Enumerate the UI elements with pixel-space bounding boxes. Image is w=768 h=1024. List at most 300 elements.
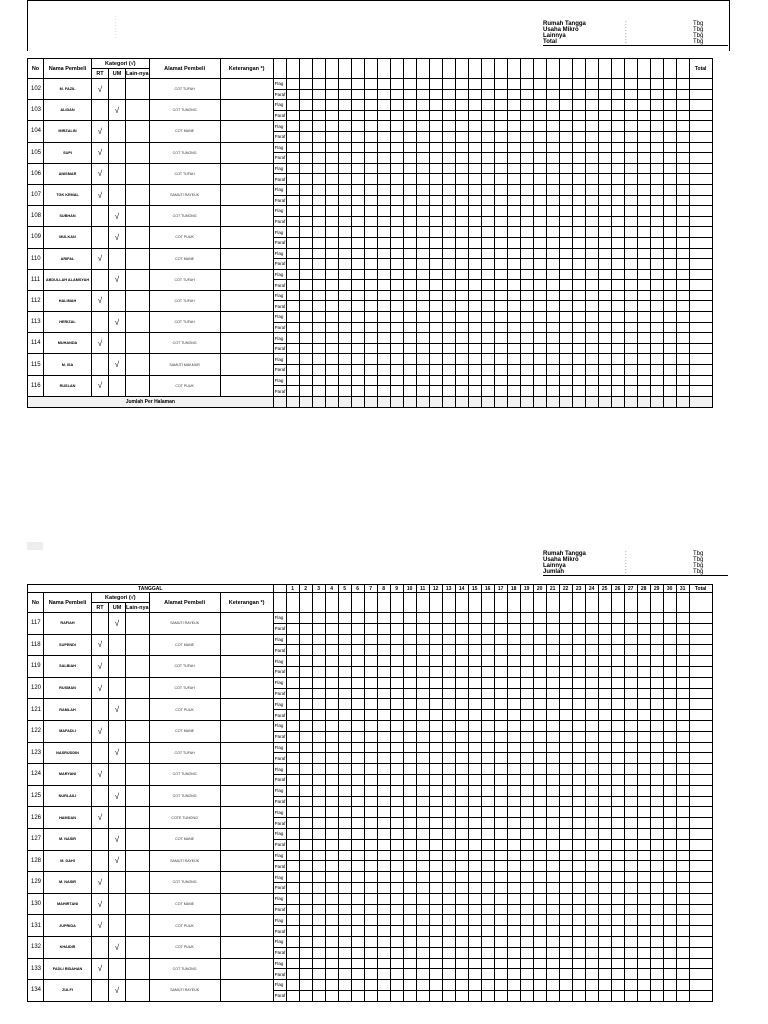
- paraf-day-cell: [546, 259, 559, 270]
- flag-day-cell: [442, 742, 455, 753]
- rt-check-cell: [92, 699, 109, 721]
- paraf-day-cell: [533, 131, 546, 142]
- flag-day-cell: [390, 375, 403, 386]
- flag-day-cell: [624, 785, 637, 796]
- lainnya-check-cell: [126, 100, 150, 121]
- flag-day-cell: [312, 915, 325, 926]
- flag-day-cell: [559, 248, 572, 259]
- flag-day-cell: [494, 100, 507, 111]
- paraf-day-cell: [455, 710, 468, 721]
- paraf-day-cell: [637, 969, 650, 980]
- paraf-day-cell: [689, 216, 712, 227]
- footer-day-cell: [572, 396, 585, 407]
- flag-day-cell: [663, 290, 676, 301]
- flag-label: Flag: [273, 764, 286, 775]
- paraf-day-cell: [585, 153, 598, 164]
- keterangan-cell: [220, 269, 273, 290]
- flag-day-cell: [611, 634, 624, 645]
- paraf-day-cell: [598, 969, 611, 980]
- flag-day-cell: [364, 121, 377, 132]
- paraf-day-cell: [325, 774, 338, 785]
- paraf-day-cell: [598, 623, 611, 634]
- flag-day-cell: [325, 720, 338, 731]
- flag-day-cell: [325, 634, 338, 645]
- flag-day-cell: [390, 100, 403, 111]
- paraf-day-cell: [442, 645, 455, 656]
- paraf-day-cell: [325, 969, 338, 980]
- paraf-day-cell: [416, 666, 429, 677]
- flag-day-cell: [650, 656, 663, 667]
- flag-day-cell: [624, 269, 637, 280]
- flag-day-cell: [494, 656, 507, 667]
- paraf-day-cell: [663, 731, 676, 742]
- flag-day-cell: [481, 893, 494, 904]
- flag-day-cell: [585, 720, 598, 731]
- flag-day-cell: [429, 742, 442, 753]
- paraf-day-cell: [312, 818, 325, 829]
- flag-day-cell: [312, 333, 325, 344]
- flag-day-cell: [468, 720, 481, 731]
- flag-day-cell: [455, 613, 468, 624]
- paraf-day-cell: [663, 343, 676, 354]
- flag-day-cell: [676, 742, 689, 753]
- paraf-day-cell: [325, 237, 338, 248]
- flag-day-cell: [429, 807, 442, 818]
- um-header: UM: [109, 603, 126, 613]
- paraf-day-cell: [624, 386, 637, 397]
- flag-day-cell: [377, 100, 390, 111]
- paraf-day-cell: [416, 990, 429, 1001]
- paraf-day-cell: [572, 110, 585, 121]
- flag-day-cell: [533, 893, 546, 904]
- paraf-day-cell: [390, 174, 403, 185]
- flag-day-cell: [507, 248, 520, 259]
- um-check-cell: [109, 163, 126, 184]
- paraf-day-cell: [442, 710, 455, 721]
- paraf-day-cell: [663, 89, 676, 100]
- flag-day-cell: [689, 742, 712, 753]
- flag-day-cell: [325, 333, 338, 344]
- paraf-day-cell: [494, 861, 507, 872]
- header-blank-cell: [416, 593, 429, 613]
- paraf-day-cell: [559, 343, 572, 354]
- flag-day-cell: [676, 79, 689, 90]
- paraf-day-cell: [546, 926, 559, 937]
- header-blank-cell: [572, 59, 585, 79]
- flag-day-cell: [299, 893, 312, 904]
- flag-day-cell: [611, 893, 624, 904]
- paraf-day-cell: [494, 645, 507, 656]
- paraf-day-cell: [650, 774, 663, 785]
- flag-day-cell: [663, 184, 676, 195]
- flag-day-cell: [663, 807, 676, 818]
- flag-label: Flag: [273, 163, 286, 174]
- flag-day-cell: [403, 354, 416, 365]
- flag-day-cell: [351, 893, 364, 904]
- flag-day-cell: [325, 100, 338, 111]
- paraf-day-cell: [468, 990, 481, 1001]
- lainnya-check-cell: [126, 850, 150, 872]
- paraf-day-cell: [572, 216, 585, 227]
- paraf-day-cell: [520, 839, 533, 850]
- paraf-day-cell: [377, 259, 390, 270]
- paraf-day-cell: [676, 343, 689, 354]
- footer-day-cell: [533, 396, 546, 407]
- table-row: [28, 163, 713, 174]
- paraf-day-cell: [637, 365, 650, 376]
- paraf-day-cell: [494, 882, 507, 893]
- paraf-day-cell: [390, 237, 403, 248]
- flag-day-cell: [585, 699, 598, 710]
- paraf-day-cell: [351, 322, 364, 333]
- flag-day-cell: [650, 720, 663, 731]
- flag-day-cell: [481, 980, 494, 991]
- flag-day-cell: [377, 958, 390, 969]
- row-number: 134: [28, 980, 44, 1002]
- no-header: No: [28, 593, 44, 613]
- paraf-day-cell: [676, 174, 689, 185]
- rt-check-cell: √: [92, 677, 109, 699]
- paraf-day-cell: [429, 753, 442, 764]
- paraf-day-cell: [533, 839, 546, 850]
- header-blank-cell: [611, 593, 624, 613]
- flag-day-cell: [442, 248, 455, 259]
- paraf-day-cell: [689, 343, 712, 354]
- flag-day-cell: [494, 807, 507, 818]
- flag-day-cell: [377, 248, 390, 259]
- paraf-day-cell: [624, 710, 637, 721]
- flag-day-cell: [338, 958, 351, 969]
- flag-day-cell: [364, 980, 377, 991]
- paraf-day-cell: [338, 301, 351, 312]
- paraf-day-cell: [481, 882, 494, 893]
- paraf-day-cell: [611, 753, 624, 764]
- paraf-day-cell: [364, 301, 377, 312]
- paraf-day-cell: [546, 947, 559, 958]
- paraf-day-cell: [624, 969, 637, 980]
- flag-day-cell: [390, 121, 403, 132]
- flag-day-cell: [663, 656, 676, 667]
- paraf-day-cell: [585, 710, 598, 721]
- flag-day-cell: [442, 333, 455, 344]
- flag-day-cell: [403, 375, 416, 386]
- paraf-day-cell: [676, 237, 689, 248]
- paraf-day-cell: [416, 710, 429, 721]
- paraf-day-cell: [585, 990, 598, 1001]
- paraf-day-cell: [676, 818, 689, 829]
- flag-label: Flag: [273, 121, 286, 132]
- paraf-day-cell: [286, 774, 299, 785]
- flag-day-cell: [364, 699, 377, 710]
- flag-day-cell: [312, 142, 325, 153]
- paraf-day-cell: [338, 237, 351, 248]
- paraf-day-cell: [403, 710, 416, 721]
- paraf-day-cell: [468, 839, 481, 850]
- flag-day-cell: [637, 720, 650, 731]
- flag-day-cell: [533, 958, 546, 969]
- flag-day-cell: [650, 613, 663, 624]
- um-check-cell: √: [109, 354, 126, 375]
- flag-label: Flag: [273, 142, 286, 153]
- flag-day-cell: [611, 828, 624, 839]
- header-blank-cell: [559, 59, 572, 79]
- flag-day-cell: [572, 248, 585, 259]
- paraf-day-cell: [572, 322, 585, 333]
- flag-day-cell: [312, 850, 325, 861]
- flag-label: Flag: [273, 100, 286, 111]
- flag-day-cell: [585, 936, 598, 947]
- flag-day-cell: [377, 206, 390, 217]
- paraf-day-cell: [377, 926, 390, 937]
- flag-day-cell: [676, 764, 689, 775]
- flag-day-cell: [624, 206, 637, 217]
- paraf-day-cell: [403, 237, 416, 248]
- flag-day-cell: [650, 764, 663, 775]
- paraf-day-cell: [299, 796, 312, 807]
- paraf-day-cell: [520, 89, 533, 100]
- summary-jumlah: Jumlah : Tbg: [543, 569, 728, 576]
- flag-day-cell: [377, 312, 390, 323]
- paraf-day-cell: [585, 259, 598, 270]
- flag-day-cell: [585, 354, 598, 365]
- day-header: 17: [494, 585, 507, 593]
- flag-day-cell: [442, 850, 455, 861]
- day-header: 31: [676, 585, 689, 593]
- flag-day-cell: [611, 227, 624, 238]
- paraf-day-cell: [676, 110, 689, 121]
- paraf-day-cell: [650, 710, 663, 721]
- flag-day-cell: [468, 850, 481, 861]
- paraf-day-cell: [572, 89, 585, 100]
- paraf-day-cell: [351, 731, 364, 742]
- paraf-day-cell: [689, 280, 712, 291]
- flag-day-cell: [637, 163, 650, 174]
- flag-day-cell: [546, 958, 559, 969]
- flag-day-cell: [364, 227, 377, 238]
- flag-day-cell: [598, 677, 611, 688]
- paraf-day-cell: [585, 947, 598, 958]
- paraf-day-cell: [351, 110, 364, 121]
- paraf-day-cell: [286, 174, 299, 185]
- flag-day-cell: [429, 915, 442, 926]
- flag-day-cell: [546, 828, 559, 839]
- day-header: 29: [650, 585, 663, 593]
- paraf-day-cell: [351, 365, 364, 376]
- footer-day-cell: [689, 396, 712, 407]
- day-header: 13: [442, 585, 455, 593]
- flag-day-cell: [624, 312, 637, 323]
- day-header: 26: [611, 585, 624, 593]
- paraf-day-cell: [286, 753, 299, 764]
- paraf-day-cell: [611, 322, 624, 333]
- paraf-day-cell: [650, 365, 663, 376]
- flag-day-cell: [390, 184, 403, 195]
- paraf-day-cell: [637, 990, 650, 1001]
- paraf-day-cell: [585, 322, 598, 333]
- paraf-label: Paraf: [273, 947, 286, 958]
- paraf-day-cell: [676, 301, 689, 312]
- flag-day-cell: [546, 290, 559, 301]
- paraf-day-cell: [442, 343, 455, 354]
- paraf-day-cell: [416, 796, 429, 807]
- buyer-name: HERIZAL: [44, 312, 92, 333]
- paraf-day-cell: [520, 969, 533, 980]
- lainnya-check-cell: [126, 656, 150, 678]
- flag-day-cell: [351, 227, 364, 238]
- keterangan-cell: [220, 121, 273, 142]
- paraf-day-cell: [429, 89, 442, 100]
- paraf-day-cell: [468, 237, 481, 248]
- paraf-day-cell: [338, 195, 351, 206]
- flag-day-cell: [559, 807, 572, 818]
- flag-day-cell: [624, 915, 637, 926]
- paraf-day-cell: [507, 990, 520, 1001]
- paraf-day-cell: [481, 131, 494, 142]
- paraf-day-cell: [650, 280, 663, 291]
- footer-row: [28, 396, 713, 407]
- flag-day-cell: [507, 656, 520, 667]
- paraf-day-cell: [351, 153, 364, 164]
- flag-day-cell: [624, 100, 637, 111]
- rt-check-cell: √: [92, 121, 109, 142]
- flag-day-cell: [689, 958, 712, 969]
- paraf-day-cell: [377, 386, 390, 397]
- flag-day-cell: [572, 184, 585, 195]
- flag-day-cell: [325, 807, 338, 818]
- paraf-day-cell: [351, 710, 364, 721]
- page1-purchase-table: [27, 58, 713, 408]
- flag-day-cell: [585, 634, 598, 645]
- paraf-day-cell: [572, 753, 585, 764]
- paraf-day-cell: [663, 796, 676, 807]
- flag-day-cell: [429, 980, 442, 991]
- paraf-day-cell: [520, 990, 533, 1001]
- flag-day-cell: [611, 142, 624, 153]
- flag-day-cell: [364, 375, 377, 386]
- buyer-address: COT PUUK: [149, 699, 220, 721]
- flag-day-cell: [676, 333, 689, 344]
- paraf-day-cell: [312, 174, 325, 185]
- lainnya-check-cell: [126, 699, 150, 721]
- keterangan-cell: [220, 354, 273, 375]
- paraf-day-cell: [650, 904, 663, 915]
- flag-day-cell: [637, 333, 650, 344]
- flag-day-cell: [468, 915, 481, 926]
- flag-day-cell: [637, 893, 650, 904]
- flag-day-cell: [624, 227, 637, 238]
- flag-day-cell: [533, 613, 546, 624]
- paraf-day-cell: [455, 990, 468, 1001]
- flag-day-cell: [546, 936, 559, 947]
- rt-header: RT: [92, 69, 109, 79]
- flag-day-cell: [468, 785, 481, 796]
- paraf-day-cell: [312, 216, 325, 227]
- paraf-day-cell: [494, 280, 507, 291]
- paraf-day-cell: [338, 753, 351, 764]
- paraf-day-cell: [312, 774, 325, 785]
- flag-day-cell: [663, 333, 676, 344]
- flag-day-cell: [299, 720, 312, 731]
- flag-day-cell: [637, 936, 650, 947]
- paraf-day-cell: [611, 796, 624, 807]
- paraf-day-cell: [299, 343, 312, 354]
- row-number: 133: [28, 958, 44, 980]
- paraf-day-cell: [507, 839, 520, 850]
- flag-day-cell: [624, 828, 637, 839]
- paraf-day-cell: [676, 386, 689, 397]
- paraf-day-cell: [351, 796, 364, 807]
- flag-day-cell: [481, 958, 494, 969]
- flag-day-cell: [663, 958, 676, 969]
- paraf-day-cell: [468, 645, 481, 656]
- rt-check-cell: √: [92, 915, 109, 937]
- paraf-day-cell: [559, 688, 572, 699]
- total-header: Total: [689, 585, 712, 593]
- paraf-day-cell: [351, 343, 364, 354]
- flag-day-cell: [390, 958, 403, 969]
- paraf-day-cell: [481, 774, 494, 785]
- paraf-day-cell: [403, 969, 416, 980]
- paraf-day-cell: [325, 280, 338, 291]
- paraf-day-cell: [390, 926, 403, 937]
- flag-day-cell: [546, 163, 559, 174]
- flag-day-cell: [429, 699, 442, 710]
- flag-day-cell: [559, 764, 572, 775]
- flag-day-cell: [442, 785, 455, 796]
- footer-day-cell: [390, 396, 403, 407]
- flag-day-cell: [533, 312, 546, 323]
- header-blank-cell: [624, 59, 637, 79]
- buyer-name: HALIMAH: [44, 290, 92, 311]
- paraf-day-cell: [624, 365, 637, 376]
- paraf-day-cell: [468, 947, 481, 958]
- paraf-day-cell: [676, 731, 689, 742]
- flag-day-cell: [520, 227, 533, 238]
- flag-day-cell: [377, 764, 390, 775]
- flag-day-cell: [663, 936, 676, 947]
- flag-day-cell: [481, 742, 494, 753]
- keterangan-header: Keterangan *): [220, 593, 273, 613]
- paraf-day-cell: [468, 796, 481, 807]
- paraf-day-cell: [325, 990, 338, 1001]
- flag-day-cell: [520, 121, 533, 132]
- flag-day-cell: [416, 375, 429, 386]
- flag-day-cell: [455, 742, 468, 753]
- paraf-day-cell: [325, 110, 338, 121]
- paraf-day-cell: [663, 365, 676, 376]
- footer-day-cell: [338, 396, 351, 407]
- day-header: 6: [351, 585, 364, 593]
- flag-day-cell: [455, 936, 468, 947]
- flag-day-cell: [650, 807, 663, 818]
- paraf-day-cell: [676, 969, 689, 980]
- summary-rumah-tangga: Rumah Tangga : Tbg: [543, 551, 704, 557]
- paraf-day-cell: [585, 280, 598, 291]
- paraf-day-cell: [481, 343, 494, 354]
- paraf-day-cell: [637, 710, 650, 721]
- flag-day-cell: [364, 936, 377, 947]
- flag-day-cell: [377, 375, 390, 386]
- flag-day-cell: [429, 354, 442, 365]
- keterangan-cell: [220, 980, 273, 1002]
- buyer-name: ZULFI: [44, 980, 92, 1002]
- flag-day-cell: [442, 142, 455, 153]
- paraf-day-cell: [676, 259, 689, 270]
- flag-day-cell: [416, 333, 429, 344]
- flag-day-cell: [455, 634, 468, 645]
- flag-day-cell: [416, 850, 429, 861]
- flag-day-cell: [572, 764, 585, 775]
